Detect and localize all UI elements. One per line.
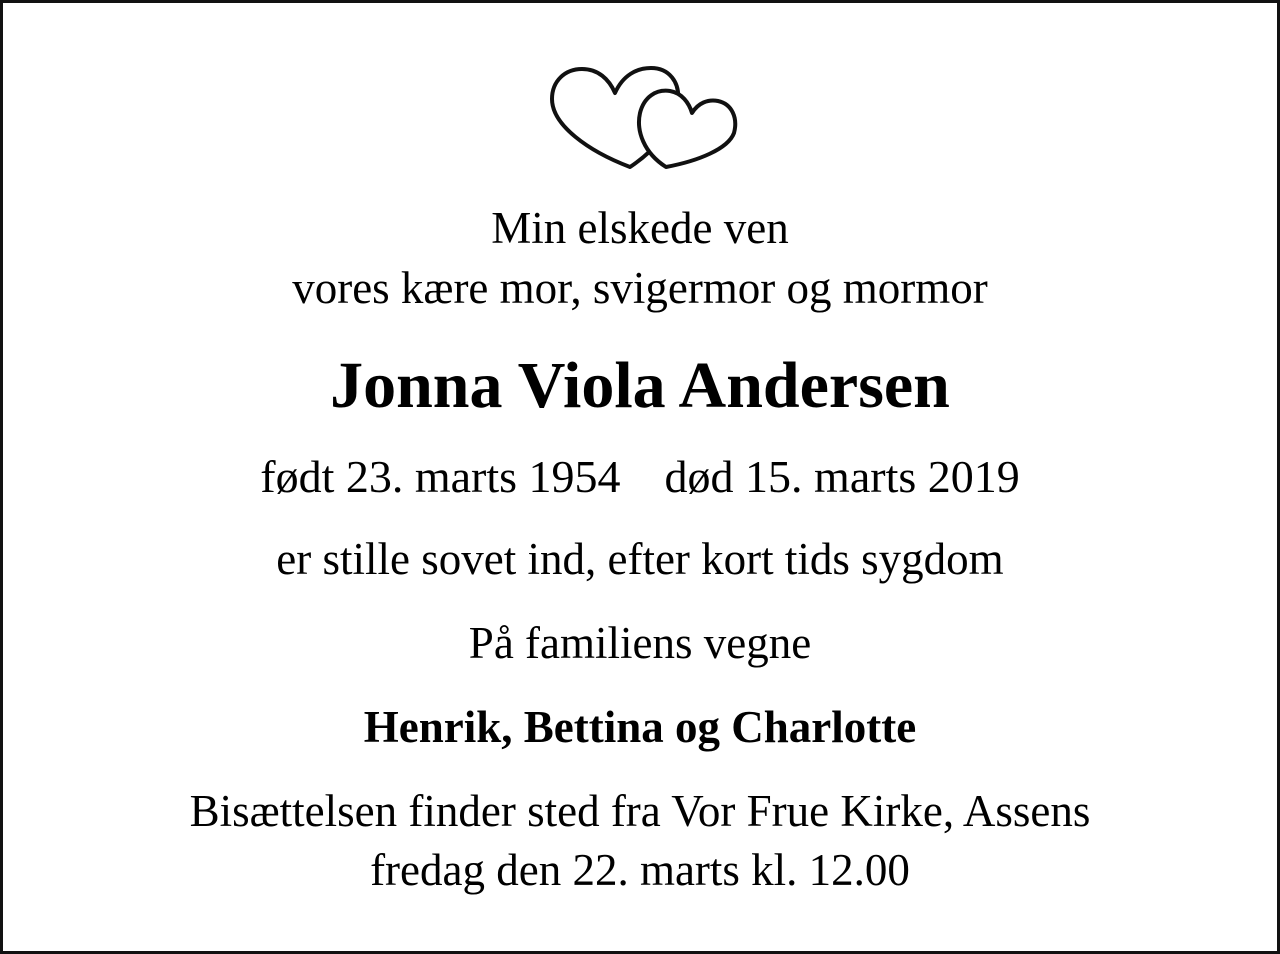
funeral-time: fredag den 22. marts kl. 12.00 <box>370 845 910 895</box>
double-hearts-icon <box>548 63 740 173</box>
birth-date: født 23. marts 1954 <box>260 451 621 502</box>
intro-line-1: Min elskede ven <box>491 203 789 253</box>
life-dates <box>3 451 1277 502</box>
death-date: død 15. marts 2019 <box>664 451 1020 502</box>
intro-line-2: vores kære mor, svigermor og mormor <box>292 263 988 313</box>
funeral-location: Bisættelsen finder sted fra Vor Frue Kirke, Assens <box>189 786 1091 836</box>
on-behalf-line: På familiens vegne <box>468 618 812 668</box>
family-names: Henrik, Bettina og Charlotte <box>363 702 917 752</box>
passing-message: er stille sovet ind, efter kort tids sygdom <box>276 534 1004 584</box>
deceased-name: Jonna Viola Andersen <box>330 349 950 422</box>
